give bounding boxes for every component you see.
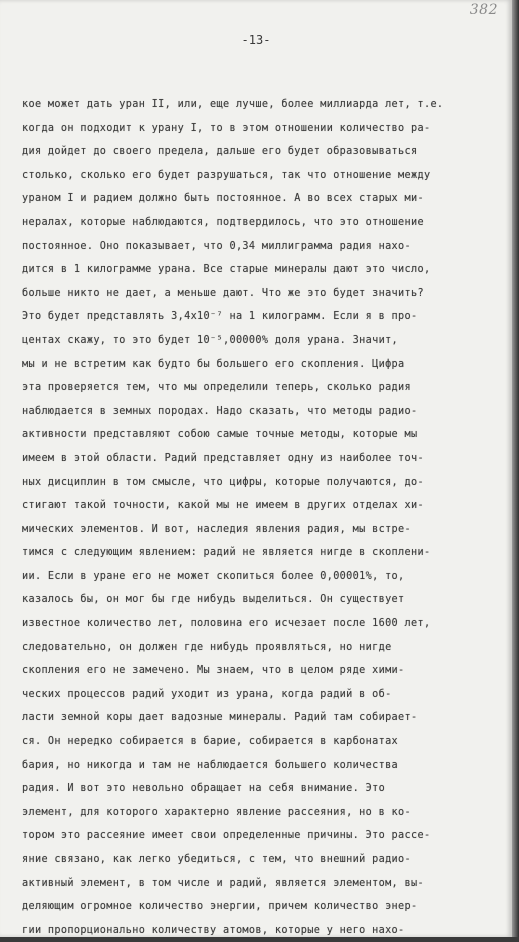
text-line: нералах, которые наблюдаются, подтвердилось, что это отношение <box>22 216 424 228</box>
text-line: дится в 1 килограмме урана. Все старые минералы дают это число, <box>22 264 431 276</box>
text-line: тимся с следующим явлением: радий не является нигде в скоплени- <box>22 547 431 559</box>
text-line: элемент, для которого характерно явление рассеяния, но в ко- <box>22 806 412 818</box>
text-line: эта проверяется тем, что мы определили теперь, сколько радия <box>22 382 412 394</box>
text-line: больше никто не дает, а меньше дают. Что же это будет значить? <box>22 287 424 299</box>
text-line: дия дойдет до своего предела, дальше его будет образовываться <box>22 146 418 158</box>
page-edge <box>512 0 519 937</box>
archive-page-number: 382 <box>469 2 498 18</box>
text-line: мы и не встретим как будто бы большего его скопления. Цифра <box>22 358 405 370</box>
text-line: центах скажу, то это будет 10⁻⁵,00000% доля урана. Значит, <box>22 334 399 346</box>
text-line: ных дисциплин в том смысле, что цифры, которые получаются, до- <box>22 476 424 488</box>
text-line: ласти земной коры дает вадозные минералы. Радий там собирает- <box>22 712 418 724</box>
text-line: имеем в этой области. Радий представляет одну из наиболее точ- <box>22 452 424 464</box>
page-number: -13- <box>241 33 271 47</box>
text-line: бария, но никогда и там не наблюдается большего количества <box>22 759 399 771</box>
text-line: наблюдается в земных породах. Надо сказать, что методы радио- <box>22 405 418 417</box>
text-line: активный элемент, в том числе и радий, является элементом, вы- <box>22 877 424 889</box>
text-line: стигают такой точности, какой мы не имеем в других отделах хи- <box>22 500 424 512</box>
text-line: когда он подходит к урану I, то в этом отношении количество ра- <box>22 122 431 134</box>
text-line: ии. Если в уране его не может скопиться более 0,00001%, то, <box>22 570 405 582</box>
text-line: казалось бы, он мог бы где нибудь выделиться. Он существует <box>22 594 405 606</box>
text-line: активности представляют собою самые точные методы, которые мы <box>22 429 418 441</box>
text-line: радия. И вот это невольно обращает на себя внимание. Это <box>22 783 386 795</box>
text-line: кое может дать уран II, или, еще лучше, более миллиарда лет, т.е. <box>22 99 444 110</box>
text-line: скопления его не замечено. Мы знаем, что в целом ряде хими- <box>22 665 405 677</box>
typescript-body <box>22 93 498 942</box>
text-line: гии пропорционально количеству атомов, которые у него нахо- <box>22 924 405 936</box>
text-line: постоянное. Оно показывает, что 0,34 миллиграмма радия нахо- <box>22 240 412 252</box>
text-line: столько, сколько его будет разрушаться, так что отношение между <box>22 169 431 181</box>
text-line: ся. Он нередко собирается в барие, собирается в карбонатах <box>22 736 399 748</box>
text-line: ческих процессов радий уходит из урана, когда радий в об- <box>22 688 392 700</box>
text-line: известное количество лет, половина его исчезает после 1600 лет, <box>22 618 431 630</box>
text-line: деляющим огромное количество энергии, причем количество энер- <box>22 901 418 913</box>
text-line: следовательно, он должен где нибудь проявляться, но нигде <box>22 641 392 653</box>
text-line: мических элементов. И вот, наследия явления радия, мы встре- <box>22 523 412 535</box>
text-line: яние связано, как легко убедиться, с тем, что внешний радио- <box>22 854 412 865</box>
text-line: Это будет представлять 3,4х10⁻⁷ на 1 килограмм. Если я в про- <box>22 311 418 323</box>
text-line: ураном I и радием должно быть постоянное. А во всех старых ми- <box>22 193 424 205</box>
text-line: тором это рассеяние имеет свои определенные причины. Это рассе- <box>22 830 431 842</box>
